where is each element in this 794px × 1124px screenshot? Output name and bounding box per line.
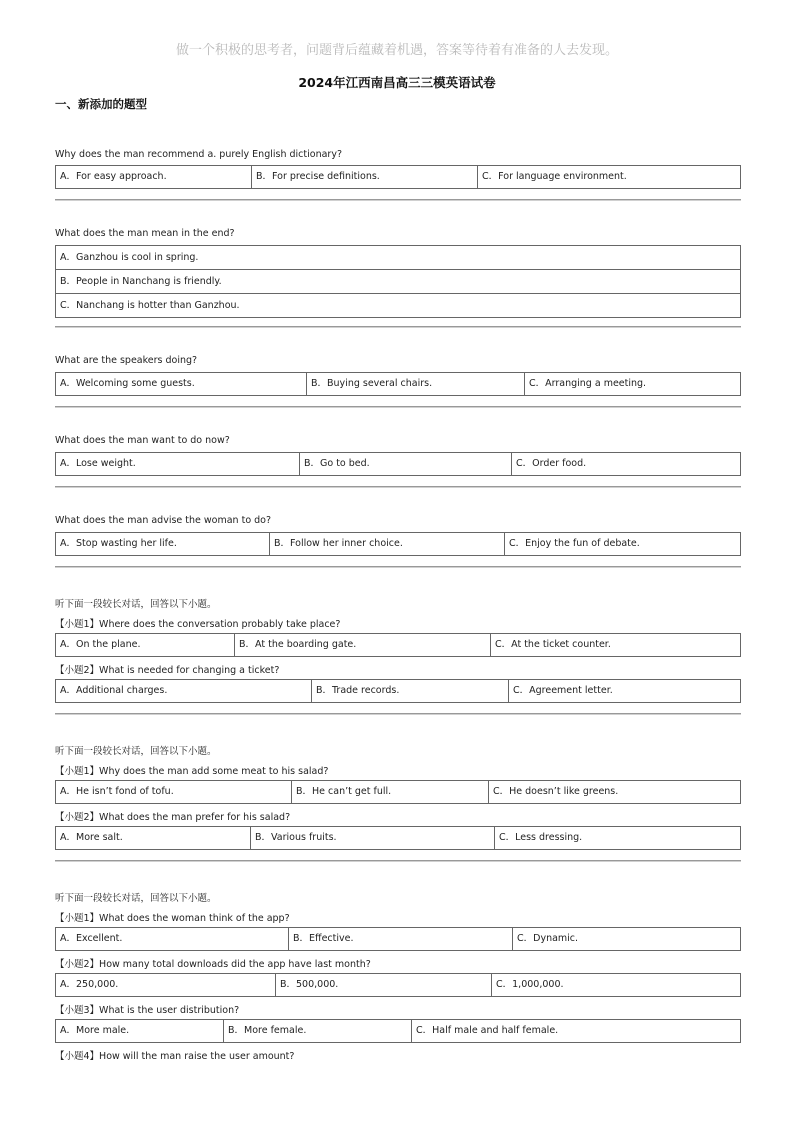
option-a[interactable]: A．Additional charges. (60, 685, 168, 696)
option-c[interactable]: C．He doesn’t like greens. (488, 781, 740, 803)
option-b[interactable]: B．At the boarding gate. (234, 634, 490, 656)
group-3-sub-2-options (55, 973, 741, 997)
group-3-intro: 听下面一段较长对话，回答以下小题。 (55, 893, 217, 904)
option-b[interactable]: B．Trade records. (311, 680, 508, 702)
question-4-text: What does the man want to do now? (55, 435, 230, 446)
option-b[interactable]: B．For precise definitions. (251, 166, 477, 188)
exam-title: 2024年江西南昌高三三模英语试卷 (298, 75, 496, 90)
group-3-sub-3-text: 【小题3】What is the user distribution? (55, 1005, 240, 1016)
group-2-intro: 听下面一段较长对话，回答以下小题。 (55, 746, 217, 757)
option-b[interactable]: B．He can’t get full. (291, 781, 488, 803)
option-a[interactable]: A．Ganzhou is cool in spring. (60, 252, 199, 263)
option-c[interactable]: C．Enjoy the fun of debate. (504, 533, 740, 555)
option-c[interactable]: C．Dynamic. (512, 928, 740, 950)
group-2-sub-2-text: 【小题2】What does the man prefer for his salad? (55, 812, 291, 823)
group-3-sub-1-options (55, 927, 741, 951)
divider (55, 860, 741, 861)
group-1-intro: 听下面一段较长对话，回答以下小题。 (55, 599, 217, 610)
group-3-sub-2-text: 【小题2】How many total downloads did the app have last month? (55, 959, 371, 970)
option-c[interactable]: C．Agreement letter. (508, 680, 740, 702)
option-a[interactable]: A．On the plane. (60, 639, 141, 650)
question-1-text: Why does the man recommend a. purely English dictionary? (55, 149, 342, 160)
option-c[interactable]: C．Nanchang is hotter than Ganzhou. (56, 293, 740, 317)
divider (55, 566, 741, 567)
option-b[interactable]: B．Various fruits. (250, 827, 494, 849)
option-b[interactable]: B．Buying several chairs. (306, 373, 524, 395)
group-1-sub-1-options (55, 633, 741, 657)
group-1-sub-2-text: 【小题2】What is needed for changing a ticket? (55, 665, 280, 676)
option-a[interactable]: A．Lose weight. (60, 458, 136, 469)
question-4-options (55, 452, 741, 476)
option-a[interactable]: A．More male. (60, 1025, 130, 1036)
option-c[interactable]: C．Less dressing. (494, 827, 740, 849)
divider (55, 326, 741, 327)
option-b[interactable]: B．500,000. (275, 974, 491, 996)
option-b[interactable]: B．Effective. (288, 928, 512, 950)
question-5-options (55, 532, 741, 556)
divider (55, 486, 741, 487)
option-c[interactable]: C．For language environment. (477, 166, 740, 188)
group-1-sub-2-options (55, 679, 741, 703)
option-c[interactable]: C．At the ticket counter. (490, 634, 740, 656)
option-c[interactable]: C．1,000,000. (491, 974, 740, 996)
option-c[interactable]: C．Arranging a meeting. (524, 373, 740, 395)
option-b[interactable]: B．Go to bed. (299, 453, 511, 475)
question-3-text: What are the speakers doing? (55, 355, 198, 366)
option-b[interactable]: B．Follow her inner choice. (269, 533, 504, 555)
group-2-sub-1-options (55, 780, 741, 804)
option-a[interactable]: A．250,000. (60, 979, 119, 990)
option-c[interactable]: C．Half male and half female. (411, 1020, 740, 1042)
question-1-options (55, 165, 741, 189)
group-3-sub-3-options (55, 1019, 741, 1043)
option-a[interactable]: A．He isn’t fond of tofu. (60, 786, 174, 797)
option-b[interactable]: B．More female. (223, 1020, 411, 1042)
question-2-options (55, 245, 741, 318)
option-b[interactable]: B．People in Nanchang is friendly. (56, 269, 740, 293)
option-a[interactable]: A．Excellent. (60, 933, 123, 944)
divider (55, 199, 741, 200)
question-2-text: What does the man mean in the end? (55, 228, 235, 239)
option-c[interactable]: C．Order food. (511, 453, 740, 475)
option-a[interactable]: A．For easy approach. (60, 171, 167, 182)
group-3-sub-4-text: 【小题4】How will the man raise the user amount? (55, 1051, 295, 1062)
option-a[interactable]: A．More salt. (60, 832, 123, 843)
section-heading: 一、新添加的题型 (55, 97, 147, 111)
option-a[interactable]: A．Welcoming some guests. (60, 378, 195, 389)
option-a[interactable]: A．Stop wasting her life. (60, 538, 177, 549)
group-3-sub-1-text: 【小题1】What does the woman think of the app? (55, 913, 290, 924)
group-2-sub-2-options (55, 826, 741, 850)
divider (55, 406, 741, 407)
group-2-sub-1-text: 【小题1】Why does the man add some meat to his salad? (55, 766, 329, 777)
page-watermark: 做一个积极的思考者，问题背后蕴藏着机遇，答案等待着有准备的人去发现。 (175, 43, 618, 58)
question-3-options (55, 372, 741, 396)
question-5-text: What does the man advise the woman to do? (55, 515, 272, 526)
divider (55, 713, 741, 714)
group-1-sub-1-text: 【小题1】Where does the conversation probably take place? (55, 619, 341, 630)
